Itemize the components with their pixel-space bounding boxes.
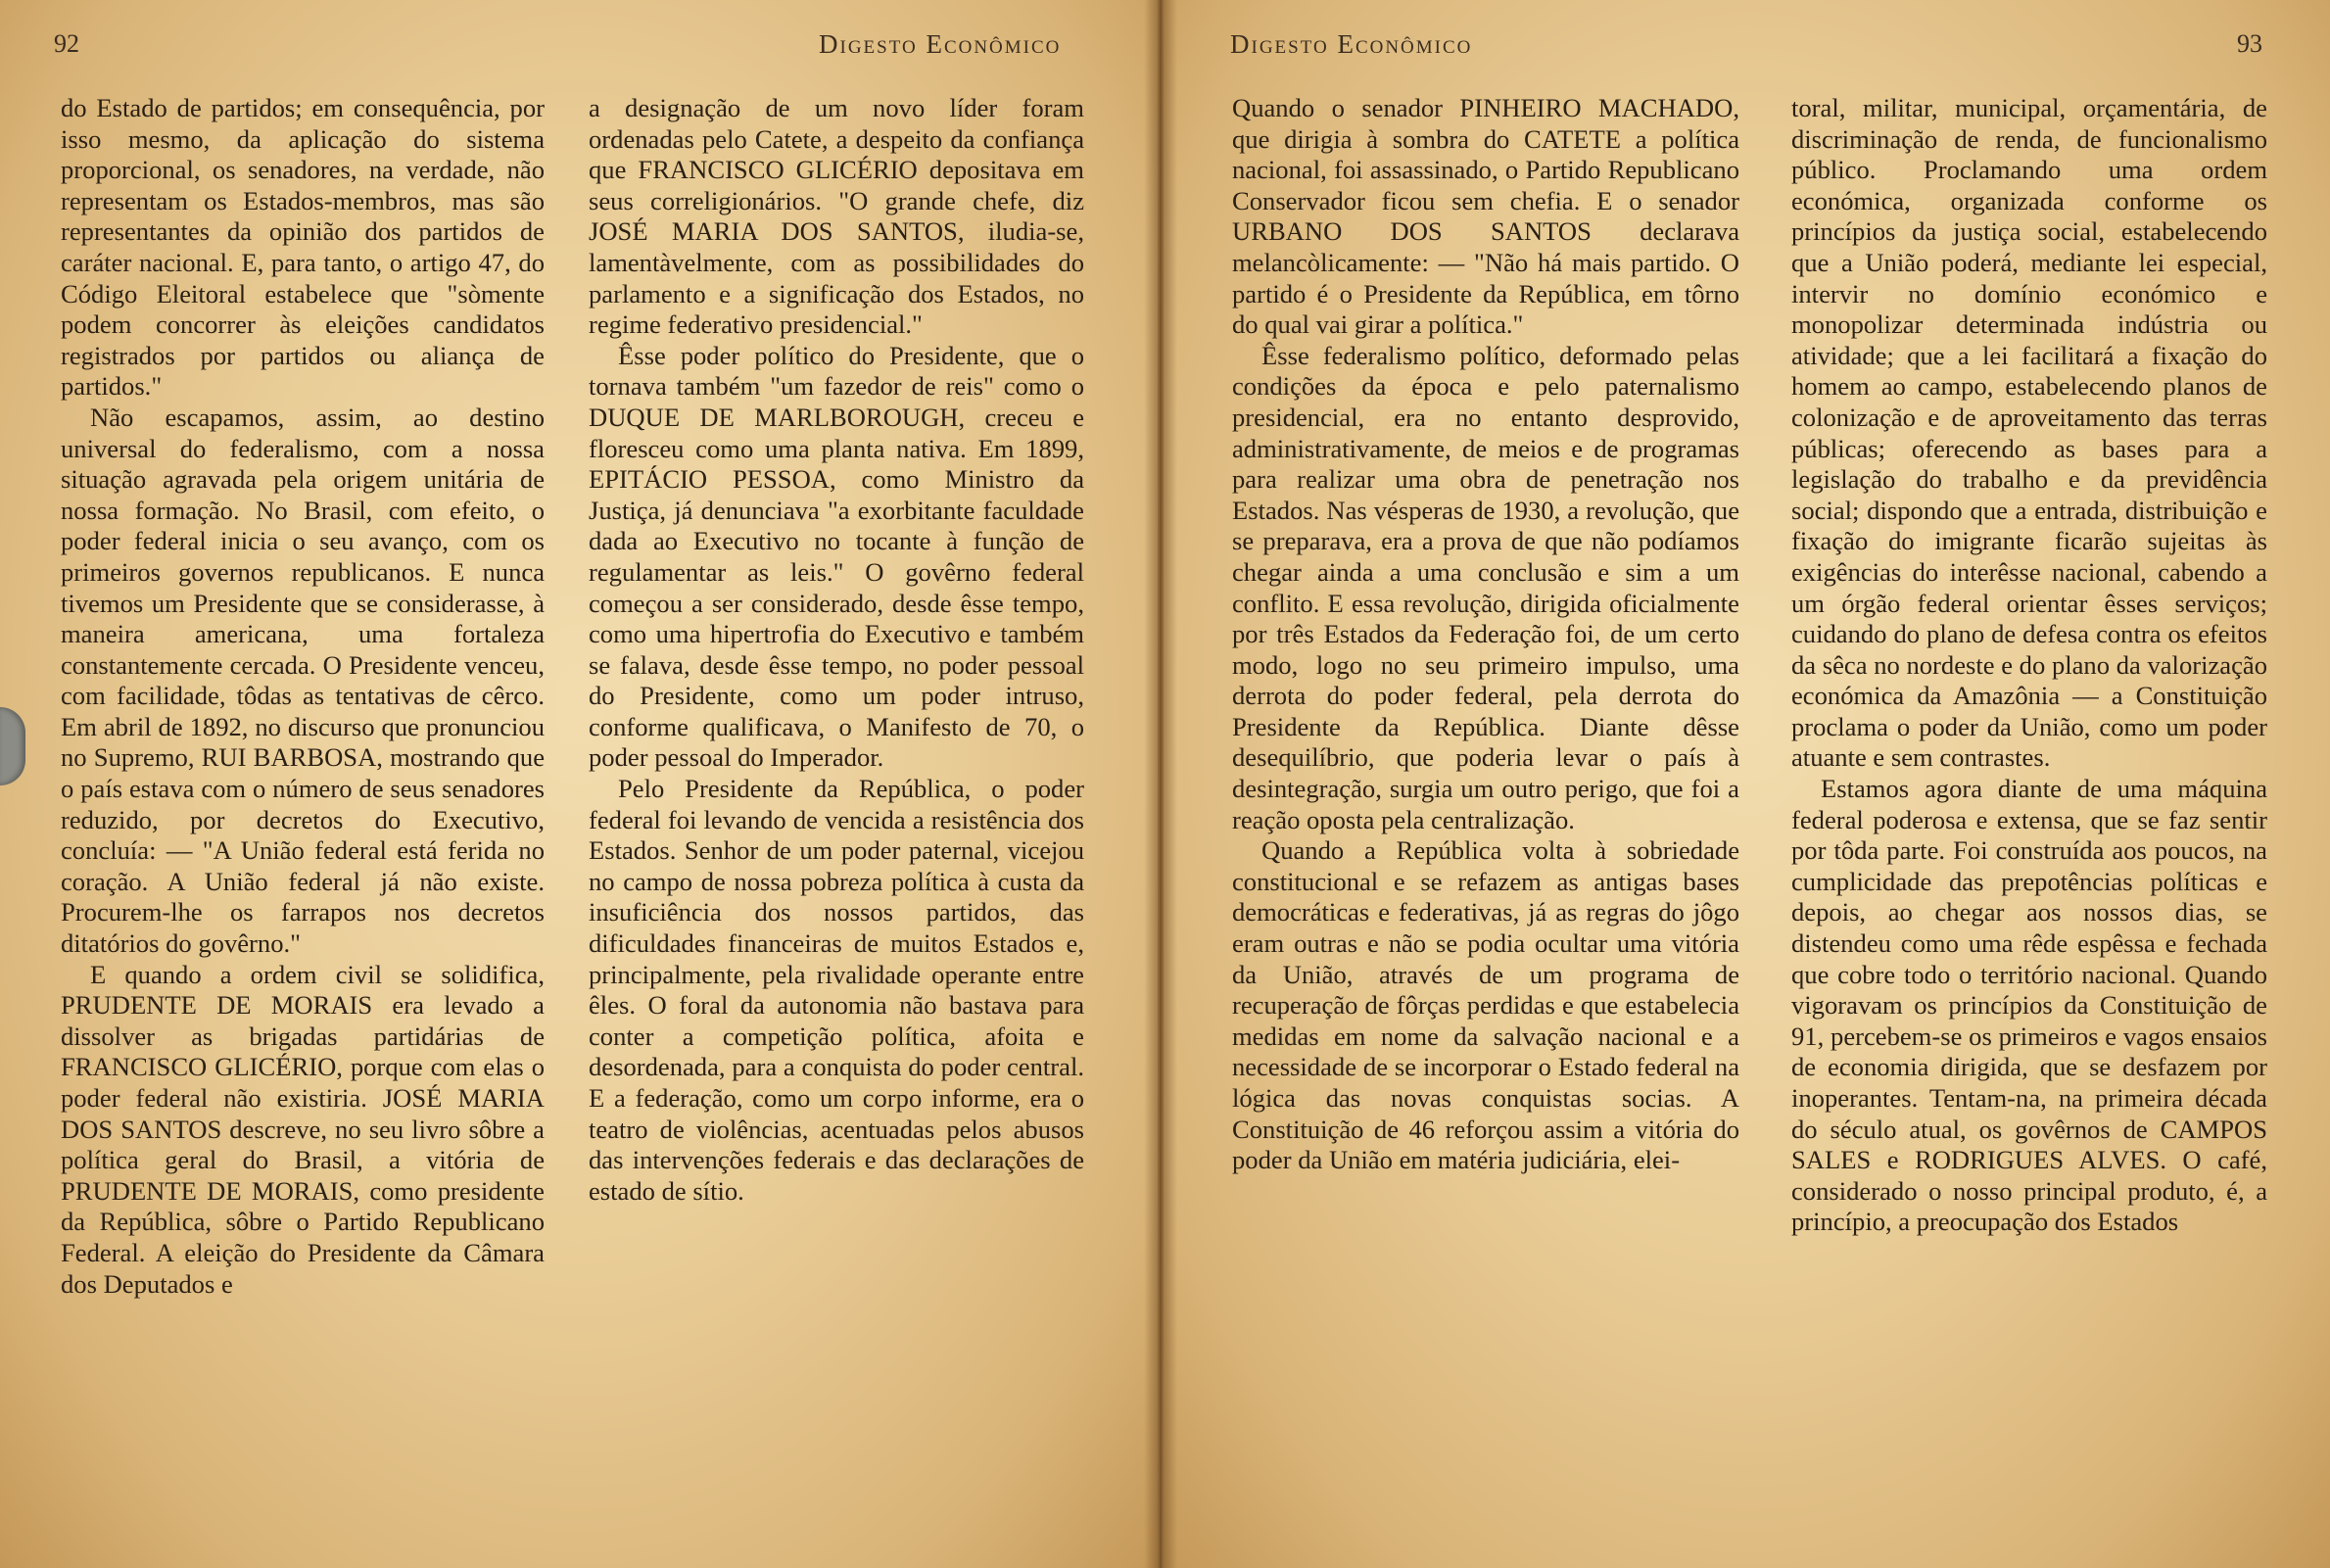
right-column-1 [1232, 93, 1739, 1176]
page-number-right: 93 [2237, 29, 2262, 58]
paragraph: Quando a República volta à sobriedade constitucional e se refazem as antigas bases democráticas e federativas, já as regras do jôgo eram outras e não se podia ocultar uma vitória da União, através de um programa de recuperação de fôrças perdidas e que estabelecia medidas em nome da salvação nacional e a necessidade de se incorporar o Estado federal na lógica das novas conquistas socias. A Constituição de 46 reforçou assim a vitória do poder da União em matéria judiciária, elei- [1232, 835, 1739, 1175]
left-page [0, 0, 1158, 1568]
running-head-left: Digesto Econômico [819, 29, 1062, 59]
book-gutter [1144, 0, 1177, 1568]
running-head-right: Digesto Econômico [1230, 29, 1473, 59]
paragraph: Êsse poder político do Presidente, que o tornava também "um fazedor de reis" como o DUQUE DE MARLBOROUGH, creceu e floresceu como uma planta nativa. Em 1899, EPITÁCIO PESSOA, como Ministro da Justiça, já denunciava "a exorbitante faculdade dada ao Executivo no tocante à função de regulamentar as leis." O govêrno federal começou a ser considerado, desde êsse tempo, como uma hipertrofia do Executivo e também se falava, desde êsse tempo, no poder pessoal do Presidente, como um poder intruso, conforme qualificava, o Manifesto de 70, o poder pessoal do Imperador. [589, 340, 1084, 773]
left-column-1 [61, 93, 545, 1300]
paragraph: do Estado de partidos; em consequência, por isso mesmo, da aplicação do sistema proporcional, os senadores, na verdade, não representam os Estados-membros, mas são representantes da opinião dos partidos de caráter nacional. E, para tanto, o artigo 47, do Código Eleitoral estabelece que "sòmente podem concorrer às eleições candidatos registrados por partidos ou aliança de partidos." [61, 93, 545, 402]
paragraph: E quando a ordem civil se solidifica, PRUDENTE DE MORAIS era levado a dissolver as brigadas partidárias de FRANCISCO GLICÉRIO, porque com elas o poder federal não existiria. JOSÉ MARIA DOS SANTOS descreve, no seu livro sôbre a política geral do Brasil, a vitória de PRUDENTE DE MORAIS, como presidente da República, sôbre o Partido Republicano Federal. A eleição do Presidente da Câmara dos Deputados e [61, 959, 545, 1299]
paragraph: Pelo Presidente da República, o poder federal foi levando de vencida a resistência dos Estados. Senhor de um poder paternal, vicejou no campo de nossa pobreza política à custa da insuficiência dos nossos partidos, das dificuldades financeiras de muitos Estados e, principalmente, pela rivalidade operante entre êles. O foral da autonomia não bastava para conter a competição política, afoita e desordenada, para a conquista do poder central. E a federação, como um corpo informe, era o teatro de violências, acentuadas pelos abusos das intervenções federais e das declarações de estado de sítio. [589, 774, 1084, 1206]
right-column-2 [1791, 93, 2267, 1238]
paragraph: Estamos agora diante de uma máquina federal poderosa e extensa, que se faz sentir por tôda parte. Foi construída aos poucos, na cumplicidade das prepotências políticas e depois, ao chegar aos nossos dias, se distendeu como uma rêde espêssa e fechada que cobre todo o território nacional. Quando vigoravam os princípios da Constituição de 91, percebem-se os primeiros e vagos ensaios de economia dirigida, que se desfazem por inoperantes. Tentam-na, na primeira década do século atual, os govêrnos de CAMPOS SALES e RODRIGUES ALVES. O café, considerado o nosso principal produto, é, a princípio, a preocupação dos Estados [1791, 774, 2267, 1237]
paragraph: toral, militar, municipal, orçamentária, de discriminação de renda, de funcionalismo público. Proclamando uma ordem económica, organizada conforme os princípios da justiça social, estabelecendo que a União poderá, mediante lei especial, intervir no domínio económico e monopolizar determinada indústria ou atividade; que a lei facilitará a fixação do homem ao campo, estabelecendo planos de colonização e de aproveitamento das terras públicas; oferecendo as bases para a legislação do trabalho e da previdência social; dispondo que a entrada, distribuição e fixação do imigrante ficarão sujeitas às exigências do interêsse nacional, cabendo a um órgão federal orientar êsses serviços; cuidando do plano de defesa contra os efeitos da sêca no nordeste e do plano da valorização económica da Amazônia — a Constituição proclama o poder da União, como um poder atuante e sem contrastes. [1791, 93, 2267, 773]
paragraph: Quando o senador PINHEIRO MACHADO, que dirigia à sombra do CATETE a política nacional, foi assassinado, o Partido Republicano Conservador ficou sem chefia. E o senador URBANO DOS SANTOS declarava melancòlicamente: — "Não há mais partido. O partido é o Presidente da República, em tôrno do qual vai girar a política." [1232, 93, 1739, 340]
page-number-left: 92 [54, 29, 79, 58]
paragraph: Êsse federalismo político, deformado pelas condições da época e pelo paternalismo presidencial, era no entanto desprovido, administrativamente, de meios e de programas para realizar uma obra de penetração nos Estados. Nas vésperas de 1930, a revolução, que se preparava, era a prova de que não podíamos chegar ainda a uma conclusão e sim a um conflito. E essa revolução, dirigida oficialmente por três Estados da Federação foi, de um certo modo, logo no seu primeiro impulso, uma derrota do poder federal, pela derrota do Presidente da República. Diante dêsse desequilíbrio, que poderia levar o país à desintegração, surgia um outro perigo, que foi a reação oposta pela centralização. [1232, 340, 1739, 834]
right-page [1164, 0, 2330, 1568]
paragraph: a designação de um novo líder foram ordenadas pelo Catete, a despeito da confiança que FRANCISCO GLICÉRIO depositava em seus correligionários. "O grande chefe, diz JOSÉ MARIA DOS SANTOS, iludia-se, lamentàvelmente, com as possibilidades do parlamento e a significação dos Estados, no regime federativo presidencial." [589, 93, 1084, 340]
paragraph: Não escapamos, assim, ao destino universal do federalismo, com a nossa situação agravada pela origem unitária de nossa formação. No Brasil, com efeito, o poder federal inicia o seu avanço, com os primeiros governos republicanos. E nunca tivemos um Presidente que se considerasse, à maneira americana, uma fortaleza constantemente cercada. O Presidente venceu, com facilidade, tôdas as tentativas de cêrco. Em abril de 1892, no discurso que pronunciou no Supremo, RUI BARBOSA, mostrando que o país estava com o número de seus senadores reduzido, por decretos do Executivo, concluía: — "A União federal está ferida no coração. A União federal já não existe. Procurem-lhe os farrapos nos decretos ditatórios do govêrno." [61, 402, 545, 959]
left-column-2 [589, 93, 1084, 1207]
